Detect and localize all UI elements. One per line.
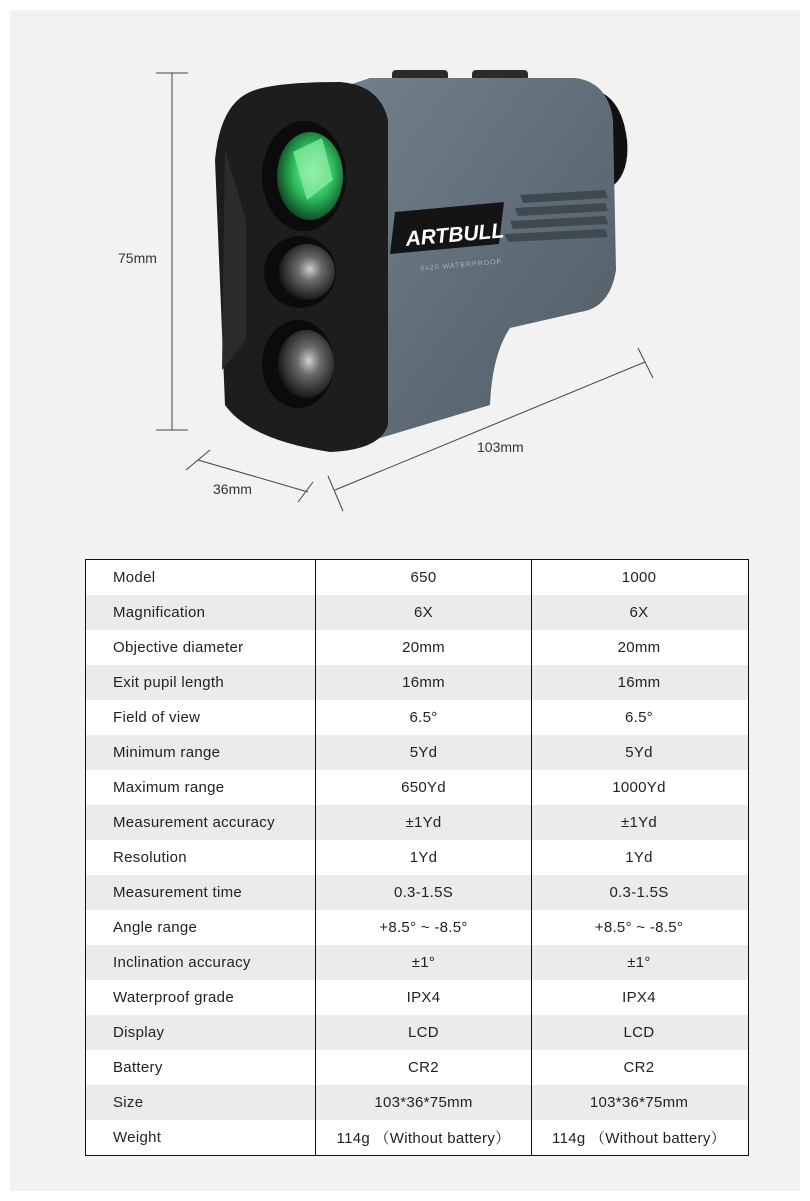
- spec-value-650-cell: ±1°: [316, 945, 532, 980]
- table-row: [86, 805, 748, 840]
- spec-value-1000-cell: ±1°: [627, 954, 651, 971]
- table-row: [86, 1085, 748, 1120]
- spec-label-cell: Measurement time: [86, 875, 316, 910]
- rangefinder-drawing: [10, 10, 800, 530]
- spec-value-650-cell: ±1Yd: [316, 805, 532, 840]
- width-label: 36mm: [213, 481, 252, 497]
- spec-value-650-cell: 114g （Without battery）: [316, 1120, 532, 1155]
- spec-value-1000-cell: 6X: [629, 604, 649, 621]
- spec-label-cell: Maximum range: [86, 770, 316, 805]
- spec-value-650-cell: LCD: [316, 1015, 532, 1050]
- spec-value-650-cell: IPX4: [316, 980, 532, 1015]
- spec-value-1000-cell: 1000: [621, 569, 657, 586]
- table-row: [86, 1120, 748, 1155]
- spec-value-650-cell: +8.5° ~ -8.5°: [316, 910, 532, 945]
- spec-value-650-cell: 1Yd: [316, 840, 532, 875]
- table-row: [86, 595, 748, 630]
- spec-label-cell: Magnification: [86, 595, 316, 630]
- spec-value-1000-cell: 103*36*75mm: [589, 1094, 689, 1111]
- spec-value-1000-cell: 0.3-1.5S: [609, 884, 669, 901]
- table-row: [86, 980, 748, 1015]
- spec-label-cell: Field of view: [86, 700, 316, 735]
- table-row: [86, 735, 748, 770]
- spec-value-1000-cell: ±1Yd: [620, 814, 658, 831]
- table-row: [86, 945, 748, 980]
- spec-value-650-cell: 16mm: [316, 665, 532, 700]
- spec-value-650-cell: 6.5°: [316, 700, 532, 735]
- spec-label-cell: Size: [86, 1085, 316, 1120]
- table-row: [86, 665, 748, 700]
- table-row: [86, 560, 748, 595]
- spec-label-cell: Exit pupil length: [86, 665, 316, 700]
- table-row: [86, 630, 748, 665]
- spec-label-cell: Weight: [86, 1120, 316, 1155]
- height-label: 75mm: [118, 250, 157, 266]
- spec-label-cell: Angle range: [86, 910, 316, 945]
- spec-value-1000-cell: 20mm: [617, 639, 661, 656]
- spec-label-cell: Display: [86, 1015, 316, 1050]
- spec-label-cell: Resolution: [86, 840, 316, 875]
- table-row: [86, 1015, 748, 1050]
- product-illustration: [10, 10, 800, 530]
- table-row: [86, 875, 748, 910]
- table-row: [86, 770, 748, 805]
- spec-value-650-cell: 103*36*75mm: [316, 1085, 532, 1120]
- spec-label-cell: Battery: [86, 1050, 316, 1085]
- spec-value-1000-cell: CR2: [623, 1059, 655, 1076]
- spec-value-650-cell: 20mm: [316, 630, 532, 665]
- waterproof-mark: 6x20 WATERPROOF: [420, 258, 503, 273]
- spec-value-1000-cell: 114g （Without battery）: [552, 1130, 726, 1147]
- brand-logo: ARTBULL: [404, 219, 506, 251]
- spec-table: [85, 559, 749, 1156]
- spec-label-cell: Waterproof grade: [86, 980, 316, 1015]
- spec-label-cell: Minimum range: [86, 735, 316, 770]
- table-row: [86, 1050, 748, 1085]
- spec-value-650-cell: 0.3-1.5S: [316, 875, 532, 910]
- spec-value-1000-cell: 16mm: [617, 674, 661, 691]
- spec-label-cell: Inclination accuracy: [86, 945, 316, 980]
- table-row: [86, 700, 748, 735]
- table-row: [86, 910, 748, 945]
- spec-value-650-cell: CR2: [316, 1050, 532, 1085]
- length-label: 103mm: [477, 439, 524, 455]
- spec-value-1000-cell: IPX4: [622, 989, 656, 1006]
- table-row: [86, 840, 748, 875]
- height-dimension-line: [156, 73, 188, 430]
- product-spec-sheet: [10, 10, 800, 1191]
- spec-value-1000-cell: 1000Yd: [612, 779, 666, 796]
- spec-value-650-cell: 5Yd: [316, 735, 532, 770]
- spec-label-cell: Objective diameter: [86, 630, 316, 665]
- spec-value-1000-cell: 6.5°: [624, 709, 654, 726]
- spec-value-1000-cell: 1Yd: [625, 849, 653, 866]
- spec-value-1000-cell: LCD: [623, 1024, 655, 1041]
- spec-value-650-cell: 6X: [316, 595, 532, 630]
- spec-label-cell: Measurement accuracy: [86, 805, 316, 840]
- spec-label-cell: Model: [86, 560, 316, 595]
- spec-value-1000-cell: 5Yd: [625, 744, 653, 761]
- spec-value-650-cell: 650Yd: [316, 770, 532, 805]
- spec-value-1000-cell: +8.5° ~ -8.5°: [594, 919, 684, 936]
- spec-value-650-cell: 650: [316, 560, 532, 595]
